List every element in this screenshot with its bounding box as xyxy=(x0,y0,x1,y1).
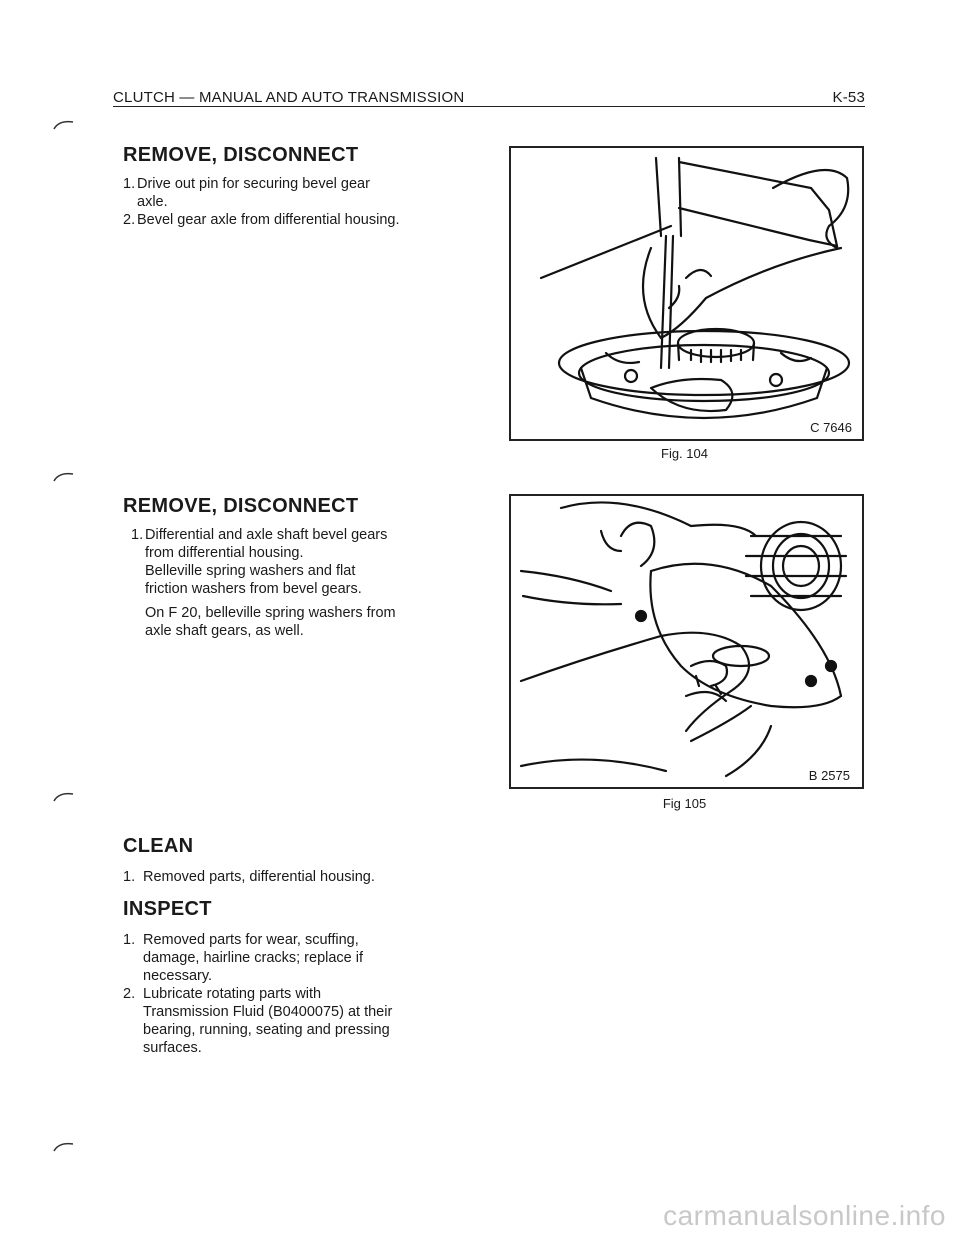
step-text: friction washers from bevel gears. xyxy=(145,581,362,597)
step-item xyxy=(131,526,483,598)
step-text: axle shaft gears, as well. xyxy=(145,623,304,639)
step-text: Belleville spring washers and flat xyxy=(145,563,356,579)
section-heading: REMOVE, DISCONNECT xyxy=(123,144,359,166)
section-heading: CLEAN xyxy=(123,835,194,857)
step-list xyxy=(123,868,483,886)
step-number: 1. xyxy=(123,869,136,885)
section-clean xyxy=(123,835,483,886)
section-heading: REMOVE, DISCONNECT xyxy=(123,495,359,517)
figure-code: C 7646 xyxy=(810,420,852,435)
step-list xyxy=(123,175,473,229)
section-inspect xyxy=(123,898,483,1057)
margin-mark xyxy=(53,470,75,482)
figure-104 xyxy=(509,146,864,441)
step-item xyxy=(131,604,483,640)
header-rule xyxy=(113,106,865,107)
step-number: 1. xyxy=(123,932,136,948)
step-item xyxy=(123,985,483,1057)
step-number: 2. xyxy=(123,212,136,228)
figure-105-caption: Fig 105 xyxy=(662,796,707,811)
margin-mark xyxy=(53,118,75,130)
figure-104-illustration xyxy=(511,148,862,439)
step-text: surfaces. xyxy=(143,1040,202,1056)
figure-105 xyxy=(509,494,864,789)
step-text: necessary. xyxy=(143,968,213,984)
step-item xyxy=(123,868,483,886)
margin-mark xyxy=(53,1140,75,1152)
step-text: Transmission Fluid (B0400075) at their xyxy=(143,1004,393,1020)
step-text: Removed parts for wear, scuffing, xyxy=(143,932,359,948)
step-text: Drive out pin for securing bevel gear xyxy=(137,176,370,192)
figure-104-caption: Fig. 104 xyxy=(661,446,708,461)
step-item xyxy=(123,931,483,985)
step-text: axle. xyxy=(137,194,168,210)
step-text: Removed parts, differential housing. xyxy=(143,869,375,885)
step-list xyxy=(123,931,483,1057)
step-number: 2. xyxy=(123,986,136,1002)
section-remove-2 xyxy=(123,495,483,640)
section-remove-1 xyxy=(123,144,473,229)
step-item xyxy=(123,211,473,229)
step-text: bearing, running, seating and pressing xyxy=(143,1022,390,1038)
step-number: 1. xyxy=(131,527,144,543)
step-text: damage, hairline cracks; replace if xyxy=(143,950,364,966)
step-item xyxy=(123,175,473,211)
watermark: carmanualsonline.info xyxy=(663,1200,946,1231)
page-number: K-53 xyxy=(832,89,865,106)
step-text: On F 20, belleville spring washers from xyxy=(145,605,396,621)
step-list xyxy=(131,526,483,640)
step-text: Bevel gear axle from differential housing. xyxy=(137,212,400,228)
step-text: Lubricate rotating parts with xyxy=(143,986,322,1002)
chapter-title: CLUTCH — MANUAL AND AUTO TRANSMISSION xyxy=(113,89,465,106)
margin-mark xyxy=(53,790,75,802)
step-text: Differential and axle shaft bevel gears xyxy=(145,527,388,543)
section-heading: INSPECT xyxy=(123,898,212,920)
step-text: from differential housing. xyxy=(145,545,304,561)
figure-105-illustration xyxy=(511,496,862,787)
figure-code: B 2575 xyxy=(808,768,850,783)
step-number: 1. xyxy=(123,176,136,192)
